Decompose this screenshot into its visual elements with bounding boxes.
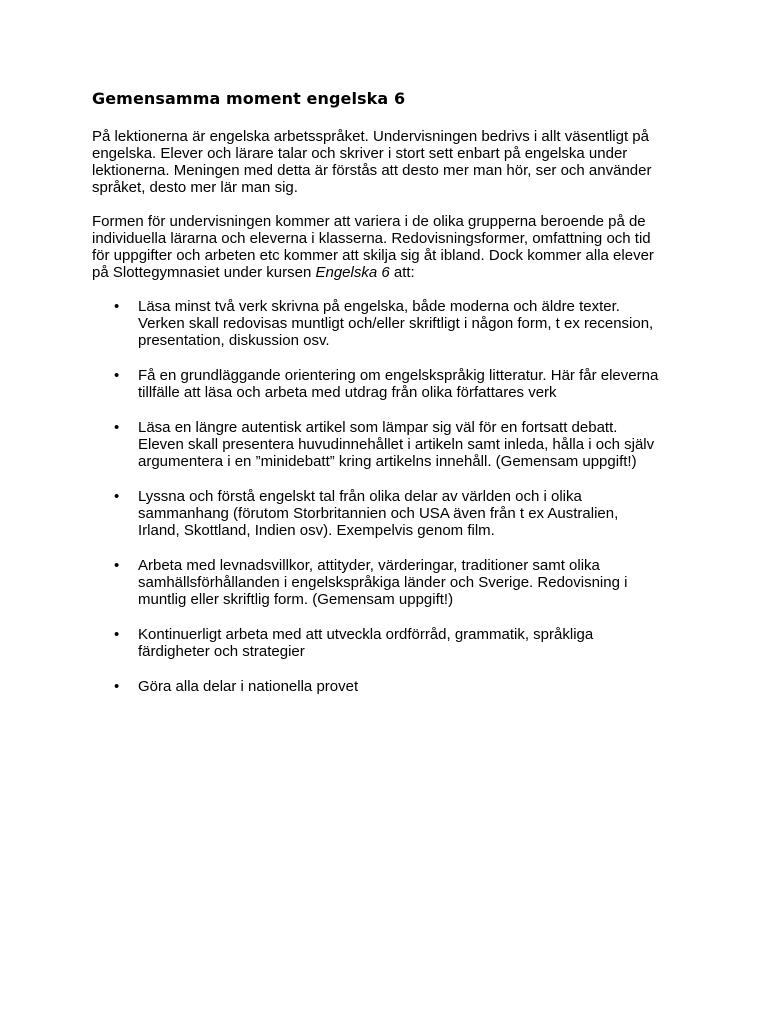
paragraph-line: individuella lärarna och eleverna i klasserna. Redovisningsformer, omfattning och tid [92, 230, 651, 247]
paragraph-line: för uppgifter och arbeten etc kommer att skilja sig åt ibland. Dock kommer alla elever [92, 247, 654, 264]
list-item-line: argumentera i en ”minidebatt” kring artikelns innehåll. (Gemensam uppgift!) [138, 453, 637, 470]
bullet-icon: • [114, 367, 120, 384]
list-item-line: Göra alla delar i nationella provet [138, 678, 359, 695]
list-item-line: muntlig eller skriftlig form. (Gemensam uppgift!) [138, 591, 454, 608]
list-item [92, 557, 692, 608]
paragraph-line: Formen för undervisningen kommer att variera i de olika grupperna beroende på de [92, 213, 646, 230]
list-item-line: Kontinuerligt arbeta med att utveckla ordförråd, grammatik, språkliga [138, 626, 594, 643]
goals-list [92, 298, 692, 695]
list-item [92, 678, 692, 695]
list-item [92, 419, 692, 470]
course-paragraph [92, 213, 692, 281]
list-item-line: Arbeta med levnadsvillkor, attityder, värderingar, traditioner samt olika [138, 557, 600, 574]
paragraph-line: språket, desto mer lär man sig. [92, 179, 298, 196]
bullet-icon: • [114, 678, 120, 695]
list-item-line: Eleven skall presentera huvudinnehållet i artikeln samt inleda, hålla i och själv [138, 436, 655, 453]
bullet-icon: • [114, 557, 120, 574]
paragraph-text: på Slottegymnasiet under kursen [92, 264, 316, 281]
list-item-line: Läsa en längre autentisk artikel som lämpar sig väl för en fortsatt debatt. [138, 419, 618, 436]
list-item [92, 488, 692, 539]
list-item [92, 367, 692, 401]
list-item [92, 298, 692, 349]
list-item-line: samhällsförhållanden i engelskspråkiga länder och Sverige. Redovisning i [138, 574, 628, 591]
bullet-icon: • [114, 626, 120, 643]
list-item-line: tillfälle att läsa och arbeta med utdrag från olika författares verk [138, 384, 557, 401]
list-item-line: sammanhang (förutom Storbritannien och USA även från t ex Australien, [138, 505, 619, 522]
course-name: Engelska 6 [315, 264, 390, 281]
bullet-icon: • [114, 298, 120, 315]
list-item-line: Lyssna och förstå engelskt tal från olika delar av världen och i olika [138, 488, 582, 505]
list-item-line: Verken skall redovisas muntligt och/eller skriftligt i någon form, t ex recension, [138, 315, 654, 332]
list-item-line: Irland, Skottland, Indien osv). Exempelvis genom film. [138, 522, 495, 539]
paragraph-line: engelska. Elever och lärare talar och skriver i stort sett enbart på engelska under [92, 145, 628, 162]
list-item-line: Läsa minst två verk skrivna på engelska, både moderna och äldre texter. [138, 298, 620, 315]
list-item-line: Få en grundläggande orientering om engelskspråkig litteratur. Här får eleverna [138, 367, 659, 384]
paragraph-text: att: [389, 264, 415, 281]
paragraph-line-last [92, 264, 692, 281]
list-item [92, 626, 692, 660]
document-page [92, 88, 692, 713]
paragraph-line: På lektionerna är engelska arbetsspråket. Undervisningen bedrivs i allt väsentligt på [92, 128, 649, 145]
intro-paragraph [92, 128, 692, 196]
document-title: Gemensamma moment engelska 6 [92, 89, 406, 108]
bullet-icon: • [114, 488, 120, 505]
list-item-line: presentation, diskussion osv. [138, 332, 330, 349]
bullet-icon: • [114, 419, 120, 436]
list-item-line: färdigheter och strategier [138, 643, 305, 660]
paragraph-line: lektionerna. Meningen med detta är förstås att desto mer man hör, ser och använder [92, 162, 652, 179]
